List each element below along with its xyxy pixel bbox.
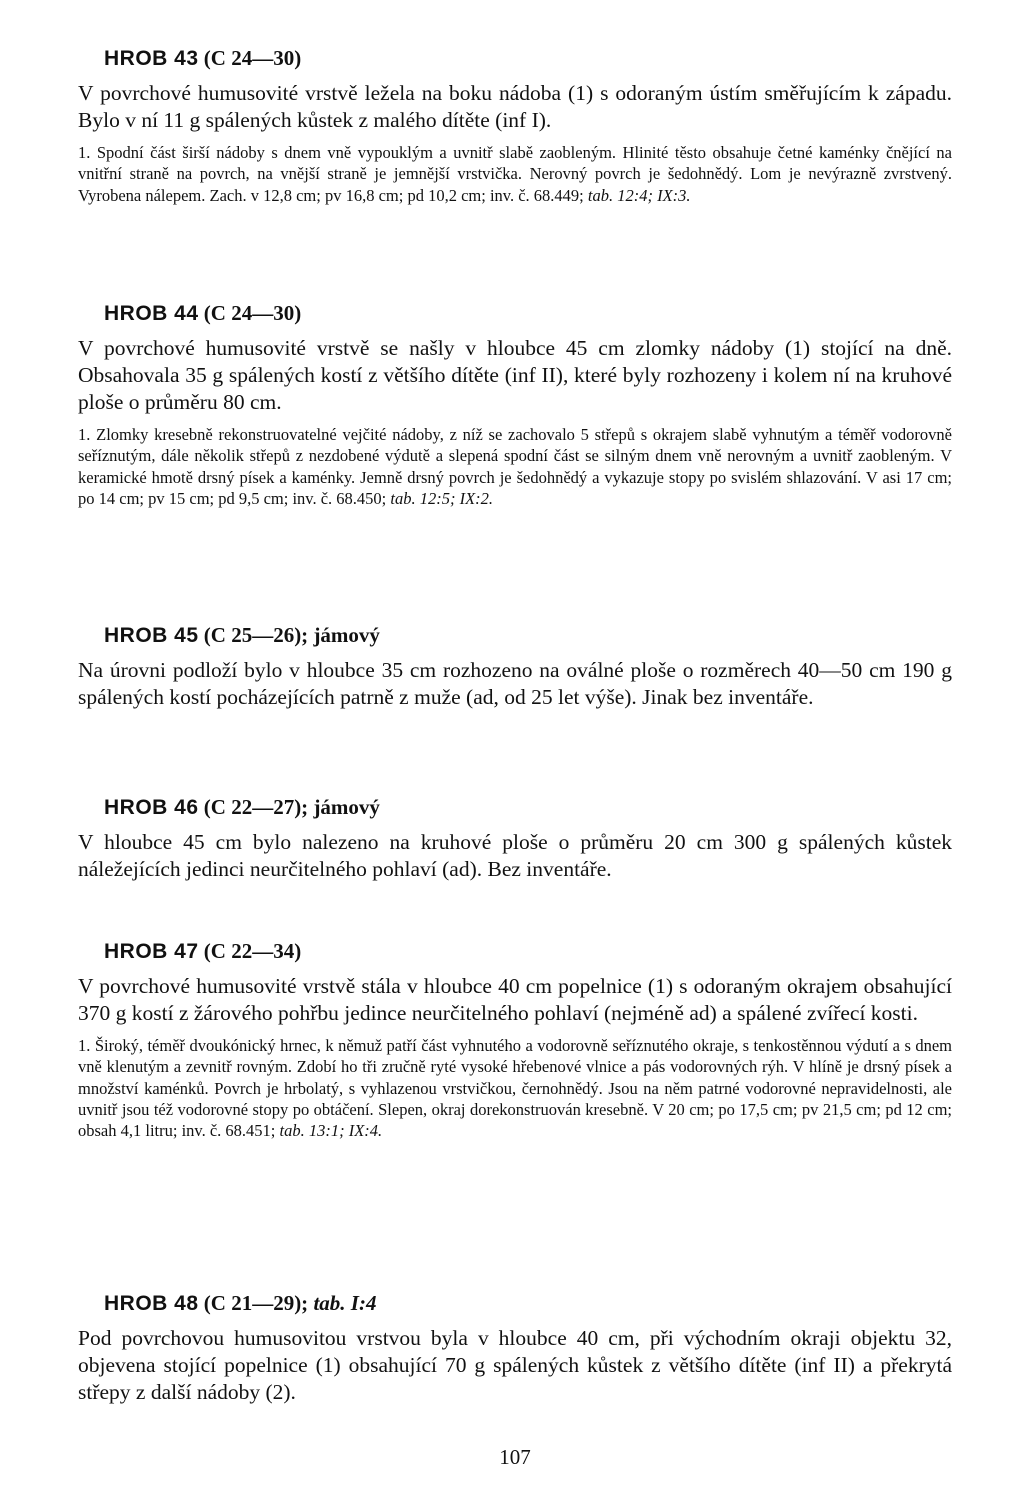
find-description xyxy=(78,1035,952,1141)
entry-description: V hloubce 45 cm bylo nalezeno na kruhové ploše o průměru 20 cm 300 g spálených kůstek náležejících jedinci neurčitelného pohlaví (ad). Bez inventáře. xyxy=(78,830,952,881)
entry-heading xyxy=(78,1290,952,1317)
entry-heading xyxy=(78,622,952,649)
entry-coordinates: (C 22—34) xyxy=(203,939,302,963)
entry-heading xyxy=(78,300,952,327)
plate-reference: tab. 12:4; IX:3. xyxy=(587,185,691,205)
entry-plate-reference: tab. I:4 xyxy=(313,1291,377,1315)
grave-entry-46 xyxy=(78,794,952,883)
entry-title: HROB 47 xyxy=(104,940,199,963)
plate-reference: tab. 13:1; IX:4. xyxy=(279,1121,383,1141)
grave-entry-44 xyxy=(78,300,952,509)
grave-entry-48 xyxy=(78,1290,952,1406)
find-text: 1. Široký, téměř dvoukónický hrnec, k němuž patří část vyhnutého a vodorovně seříznutého okraje, s tenkostěnnou výdutí a s dnem vně klenutým a zevnitř rovným. Zdobí ho tři zručně ryté vysoké hřebenové vlnice a pás vodorovných rýh. V hlíně je drsný písek a množství kaménků. Povrch je hrbolatý, s vyhlazenou vrstvičkou, černohnědý. Jsou na něm patrné vodorovné nepravidelnosti, ale uvnitř jsou též vodorovné stopy po obtáčení. Slepen, okraj dorekonstruován kresebně. V 20 cm; po 17,5 cm; pv 21,5 cm; pd 12 cm; obsah 4,1 litru; inv. č. 68.451; xyxy=(78,1036,952,1141)
entry-description: V povrchové humusovité vrstvě se našly v hloubce 45 cm zlomky nádoby (1) stojící na dně. Obsahovala 35 g spálených kostí z většího dítěte (inf II), které byly rozhozeny i kolem ní na kruhové ploše o průměru 80 cm. xyxy=(78,336,952,414)
entry-grave-type: jámový xyxy=(313,795,380,819)
page-number: 107 xyxy=(499,1445,531,1469)
entry-description: V povrchové humusovité vrstvě ležela na boku nádoba (1) s odoraným ústím směřujícím k západu. Bylo v ní 11 g spálených kůstek z malého dítěte (inf I). xyxy=(78,81,952,132)
entry-coordinates: (C 25—26); xyxy=(203,623,309,647)
entry-title: HROB 43 xyxy=(104,47,199,70)
entry-heading xyxy=(78,45,952,72)
document-page xyxy=(78,0,952,1502)
entry-description: V povrchové humusovité vrstvě stála v hloubce 40 cm popelnice (1) s odoraným okrajem obsahující 370 g kostí z žárového pohřbu jedince neurčitelného pohlaví (nejméně ad) a spálené zvířecí kosti. xyxy=(78,974,952,1025)
entry-coordinates: (C 24—30) xyxy=(203,46,302,70)
find-text: 1. Zlomky kresebně rekonstruovatelné vejčité nádoby, z níž se zachovalo 5 střepů s okrajem slabě vyhnutým a téměř vodorovně seříznutým, dále několik střepů z nezdobené výdutě a slepená spodní část se silným dnem vně nerovným a uvnitř zaobleným. V keramické hmotě drsný písek a kaménky. Jemně drsný povrch je šedohnědý a vykazuje stopy po svislém shlazování. V asi 17 cm; po 14 cm; pv 15 cm; pd 9,5 cm; inv. č. 68.450; xyxy=(78,425,952,508)
entry-title: HROB 46 xyxy=(104,796,199,819)
find-description xyxy=(78,142,952,206)
grave-entry-43 xyxy=(78,45,952,206)
entry-coordinates: (C 21—29); xyxy=(203,1291,309,1315)
entry-title: HROB 45 xyxy=(104,624,199,647)
entry-coordinates: (C 24—30) xyxy=(203,301,302,325)
entry-grave-type: jámový xyxy=(313,623,380,647)
entry-coordinates: (C 22—27); xyxy=(203,795,309,819)
find-text: 1. Spodní část širší nádoby s dnem vně vypouklým a uvnitř slabě zaobleným. Hlinité těsto obsahuje četné kaménky čnějící na vnitřní straně na povrch, na vnější straně je jemnější vrstvička. Nerovný povrch je šedohnědý. Lom je nevýrazně zvrstvený. Vyrobena nálepem. Zach. v 12,8 cm; pv 16,8 cm; pd 10,2 cm; inv. č. 68.449; xyxy=(78,143,952,205)
grave-entry-47 xyxy=(78,938,952,1141)
entry-heading xyxy=(78,938,952,965)
entry-description: Na úrovni podloží bylo v hloubce 35 cm rozhozeno na oválné ploše o rozměrech 40—50 cm 190 g spálených kostí pocházejících patrně z muže (ad, od 25 let výše). Jinak bez inventáře. xyxy=(78,658,952,709)
entry-title: HROB 44 xyxy=(104,302,199,325)
grave-entry-45 xyxy=(78,622,952,711)
entry-description: Pod povrchovou humusovitou vrstvou byla v hloubce 40 cm, při východním okraji objektu 32, objevena stojící popelnice (1) obsahující 70 g spálených kůstek z většího dítěte (inf II) a překrytá střepy z další nádoby (2). xyxy=(78,1326,952,1404)
entry-heading xyxy=(78,794,952,821)
entry-title: HROB 48 xyxy=(104,1292,199,1315)
find-description xyxy=(78,424,952,509)
plate-reference: tab. 12:5; IX:2. xyxy=(390,488,494,508)
